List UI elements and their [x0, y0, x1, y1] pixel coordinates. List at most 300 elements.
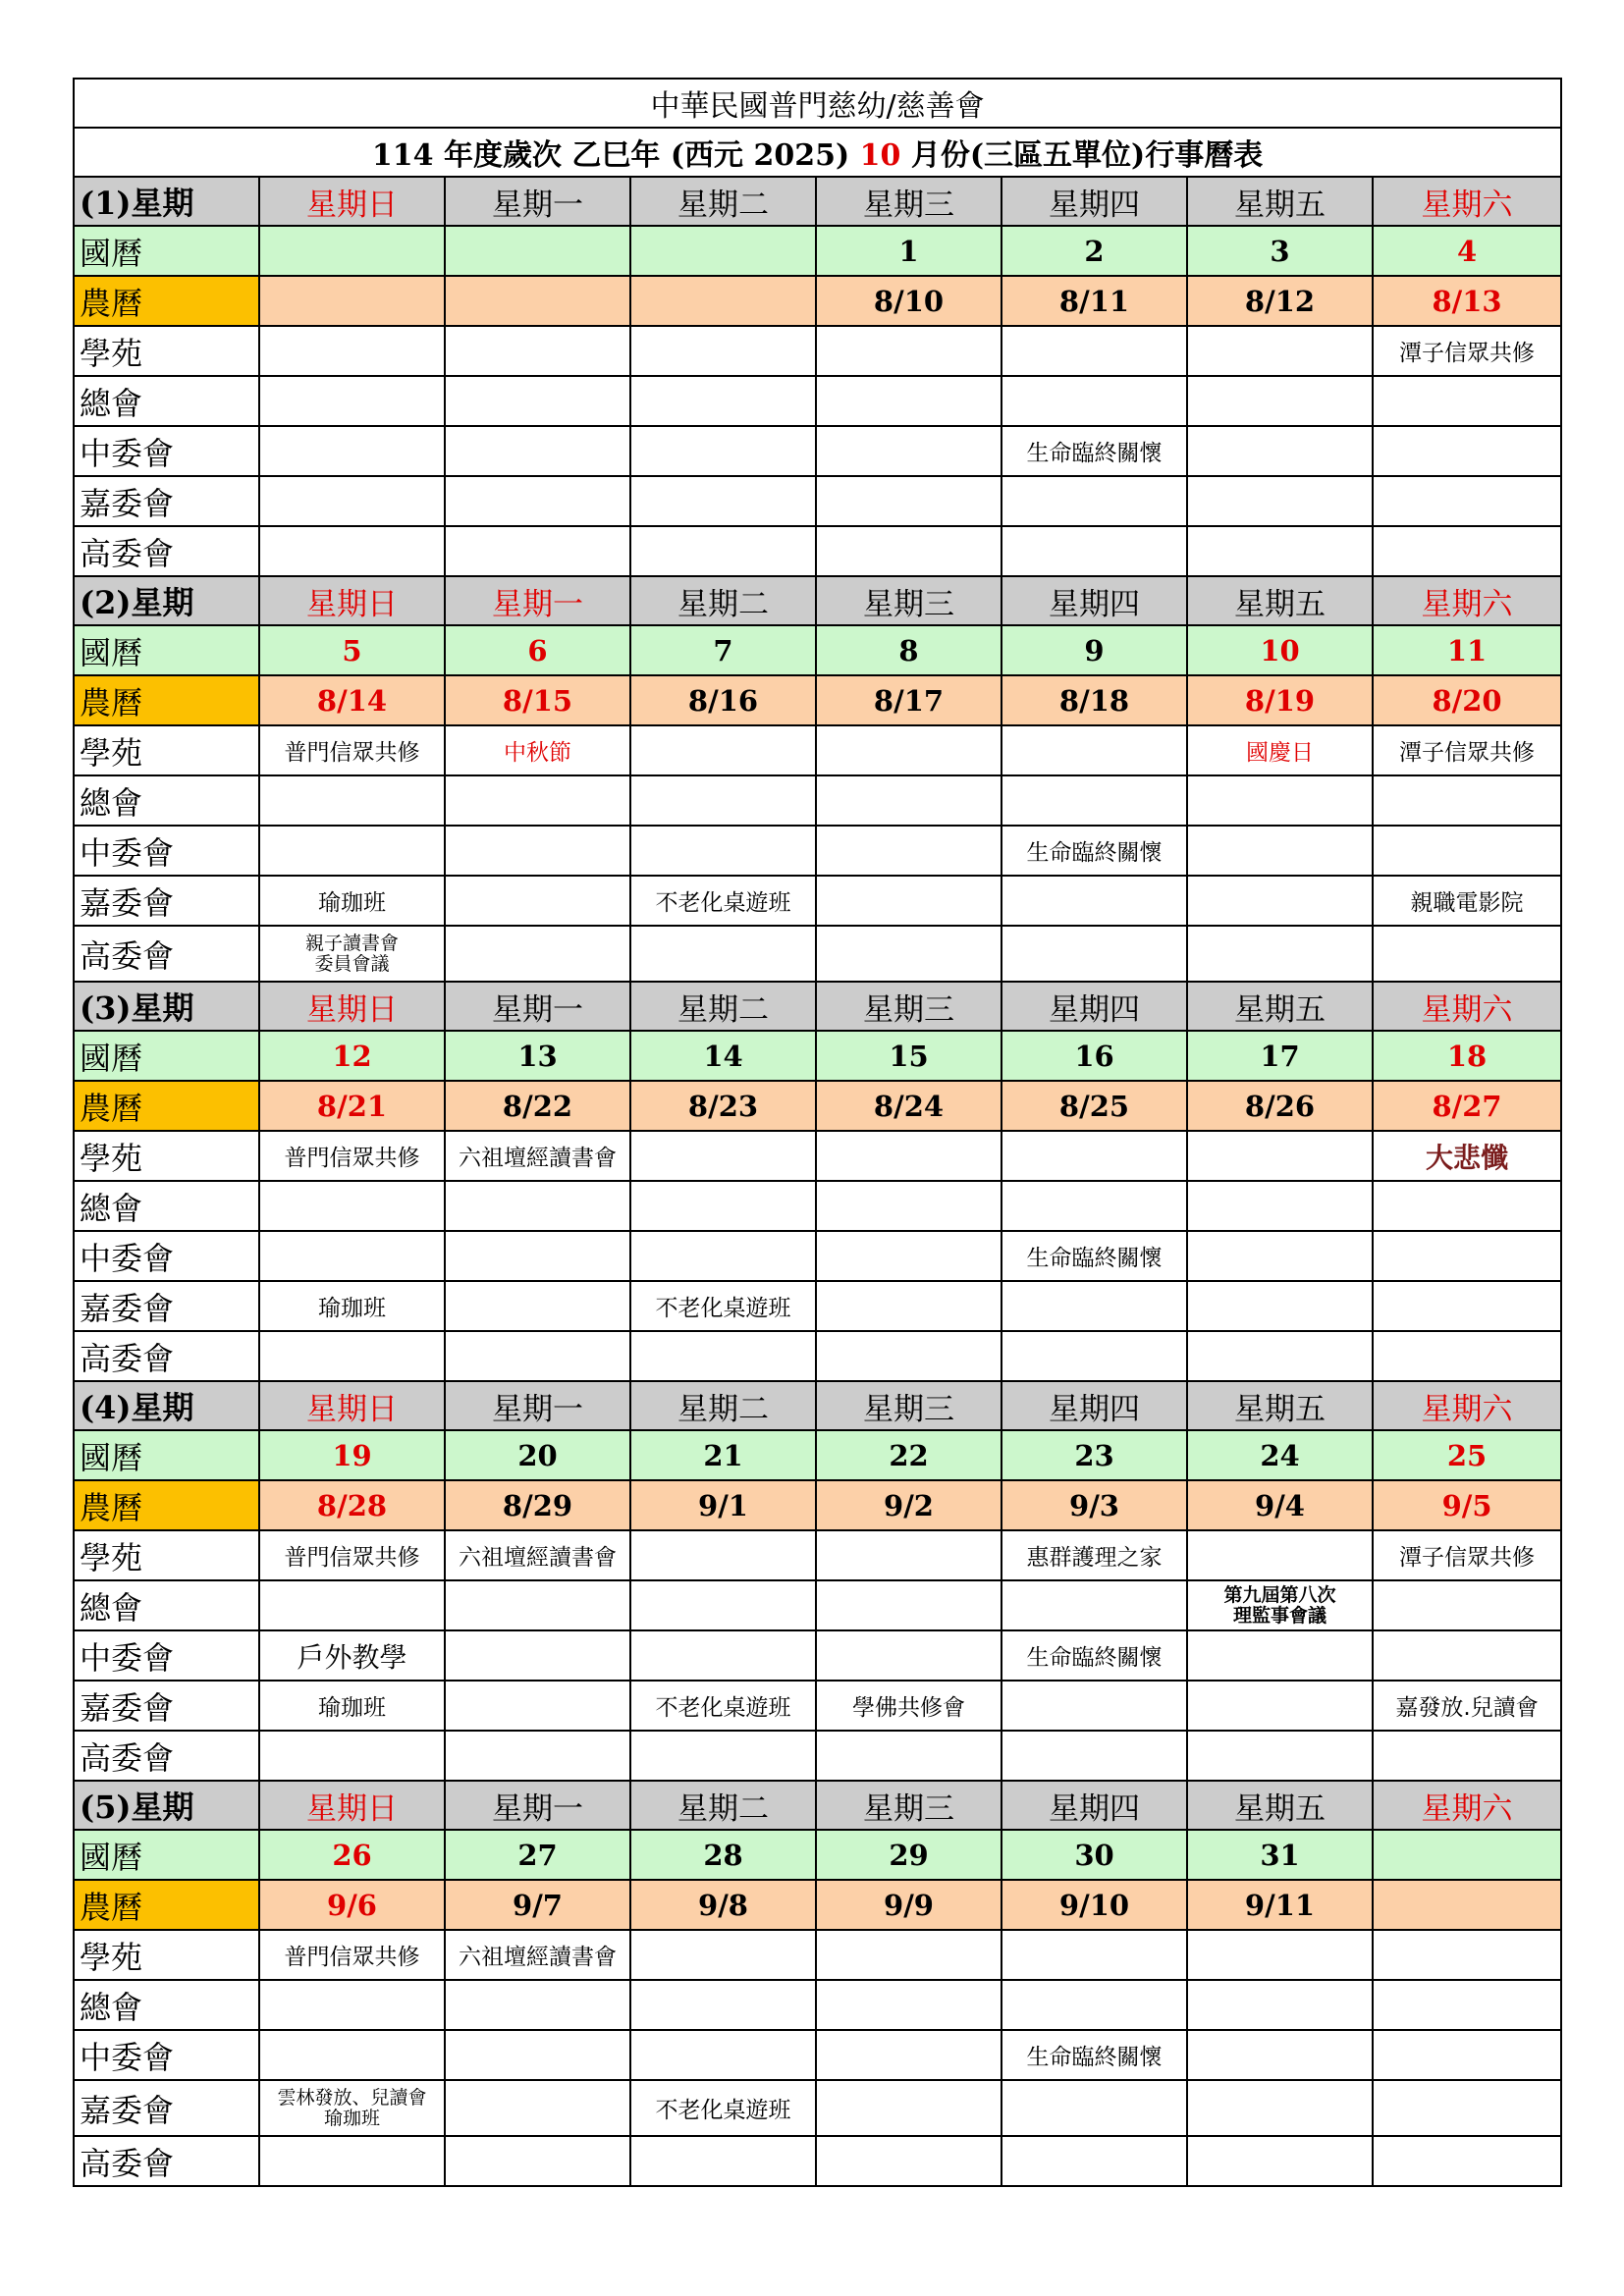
- event-cell: [1187, 1131, 1373, 1181]
- date-cell: 28: [630, 1830, 816, 1880]
- event-line: 第九屆第八次: [1223, 1583, 1336, 1606]
- event-cell: [816, 826, 1001, 876]
- event-cell: [1187, 1580, 1373, 1630]
- event-cell: [1373, 1980, 1561, 2030]
- event-cell: [630, 926, 816, 982]
- event-cell: [259, 2080, 445, 2136]
- event-cell: [816, 1231, 1001, 1281]
- gregorian-row: [74, 226, 1561, 276]
- date-cell: 15: [816, 1031, 1001, 1081]
- academy-label: 學苑: [74, 1930, 259, 1980]
- weekday-cell: 星期一: [445, 1381, 630, 1430]
- central-label: 中委會: [74, 2030, 259, 2080]
- event-cell: 大悲懺: [1373, 1131, 1561, 1181]
- lunar-cell: 8/18: [1001, 675, 1187, 725]
- event-cell: [445, 2080, 630, 2136]
- event-cell: [259, 1231, 445, 1281]
- event-cell: [445, 2030, 630, 2080]
- date-cell: 24: [1187, 1430, 1373, 1480]
- event-cell: [259, 426, 445, 476]
- hq-row: [74, 1980, 1561, 2030]
- event-cell: [816, 926, 1001, 982]
- lunar-row: [74, 675, 1561, 725]
- lunar-label: 農曆: [74, 276, 259, 326]
- week-label: (1)星期: [74, 177, 259, 226]
- event-cell: [1001, 376, 1187, 426]
- event-cell: [1373, 526, 1561, 576]
- event-cell: 生命臨終關懷: [1001, 1630, 1187, 1681]
- lunar-row: [74, 1880, 1561, 1930]
- event-cell: [1187, 326, 1373, 376]
- event-cell: [630, 1331, 816, 1381]
- central-label: 中委會: [74, 426, 259, 476]
- academy-row: [74, 1930, 1561, 1980]
- lunar-cell: [445, 276, 630, 326]
- weekday-cell: 星期三: [816, 177, 1001, 226]
- kaohsiung-row: [74, 526, 1561, 576]
- lunar-cell: 9/7: [445, 1880, 630, 1930]
- date-cell: 31: [1187, 1830, 1373, 1880]
- gregorian-row: [74, 625, 1561, 675]
- event-cell: [1187, 1530, 1373, 1580]
- event-cell: [1373, 826, 1561, 876]
- date-cell: 7: [630, 625, 816, 675]
- event-cell: [1001, 476, 1187, 526]
- event-cell: [1187, 2080, 1373, 2136]
- lunar-cell: 8/23: [630, 1081, 816, 1131]
- hq-label: 總會: [74, 376, 259, 426]
- event-cell: [630, 1580, 816, 1630]
- weekday-cell: 星期三: [816, 1381, 1001, 1430]
- weekday-cell: 星期四: [1001, 576, 1187, 625]
- lunar-cell: 8/22: [445, 1081, 630, 1131]
- hq-row: [74, 376, 1561, 426]
- event-cell: [259, 1580, 445, 1630]
- weekday-header-row: [74, 576, 1561, 625]
- weekday-cell: 星期五: [1187, 576, 1373, 625]
- event-line: 瑜珈班: [323, 2107, 380, 2129]
- event-cell: [1001, 2136, 1187, 2186]
- lunar-cell: 9/3: [1001, 1480, 1187, 1530]
- lunar-cell: 8/16: [630, 675, 816, 725]
- lunar-cell: 8/28: [259, 1480, 445, 1530]
- event-cell: [1001, 775, 1187, 826]
- date-cell: [445, 226, 630, 276]
- event-cell: [816, 1181, 1001, 1231]
- event-cell: [1001, 1281, 1187, 1331]
- event-cell: [1187, 2030, 1373, 2080]
- event-cell: [445, 926, 630, 982]
- event-cell: [1373, 426, 1561, 476]
- event-cell: [816, 1530, 1001, 1580]
- date-cell: 5: [259, 625, 445, 675]
- lunar-cell: 8/13: [1373, 276, 1561, 326]
- weekday-cell: 星期二: [630, 177, 816, 226]
- date-cell: 9: [1001, 625, 1187, 675]
- event-cell: [445, 1331, 630, 1381]
- date-cell: 10: [1187, 625, 1373, 675]
- kaohsiung-label: 高委會: [74, 2136, 259, 2186]
- event-cell: [1001, 1930, 1187, 1980]
- event-cell: [1373, 1231, 1561, 1281]
- event-cell: [1373, 1930, 1561, 1980]
- event-cell: [816, 476, 1001, 526]
- date-cell: 29: [816, 1830, 1001, 1880]
- academy-row: [74, 1131, 1561, 1181]
- chiayi-row: [74, 1281, 1561, 1331]
- weekday-cell: 星期六: [1373, 1381, 1561, 1430]
- date-cell: 20: [445, 1430, 630, 1480]
- event-cell: [1187, 826, 1373, 876]
- gregorian-label: 國曆: [74, 1031, 259, 1081]
- academy-label: 學苑: [74, 326, 259, 376]
- event-cell: [259, 2030, 445, 2080]
- event-cell: [816, 2136, 1001, 2186]
- event-cell: [630, 526, 816, 576]
- event-cell: 六祖壇經讀書會: [445, 1930, 630, 1980]
- event-cell: 嘉發放.兒讀會: [1373, 1681, 1561, 1731]
- event-cell: [816, 775, 1001, 826]
- weekday-cell: 星期日: [259, 576, 445, 625]
- lunar-cell: 9/11: [1187, 1880, 1373, 1930]
- lunar-label: 農曆: [74, 1880, 259, 1930]
- event-cell: 六祖壇經讀書會: [445, 1530, 630, 1580]
- lunar-cell: 8/11: [1001, 276, 1187, 326]
- date-cell: 12: [259, 1031, 445, 1081]
- academy-row: [74, 1530, 1561, 1580]
- event-cell: [445, 2136, 630, 2186]
- event-cell: [1001, 2080, 1187, 2136]
- weekday-cell: 星期四: [1001, 177, 1187, 226]
- event-cell: 瑜珈班: [259, 1681, 445, 1731]
- lunar-cell: 8/14: [259, 675, 445, 725]
- lunar-cell: [630, 276, 816, 326]
- date-cell: 4: [1373, 226, 1561, 276]
- event-cell: [445, 376, 630, 426]
- event-cell: [259, 2136, 445, 2186]
- event-cell: [1187, 1930, 1373, 1980]
- event-cell: [630, 1731, 816, 1781]
- date-cell: 23: [1001, 1430, 1187, 1480]
- event-cell: [816, 2080, 1001, 2136]
- event-cell: [630, 2030, 816, 2080]
- date-cell: 2: [1001, 226, 1187, 276]
- event-cell: [630, 775, 816, 826]
- date-cell: 11: [1373, 625, 1561, 675]
- kaohsiung-row: [74, 926, 1561, 982]
- event-cell: [1001, 1980, 1187, 2030]
- event-cell: [445, 526, 630, 576]
- lunar-cell: 9/4: [1187, 1480, 1373, 1530]
- event-cell: 潭子信眾共修: [1373, 725, 1561, 775]
- date-cell: [630, 226, 816, 276]
- week-label: (4)星期: [74, 1381, 259, 1430]
- event-cell: [1187, 1231, 1373, 1281]
- event-cell: 戶外教學: [259, 1630, 445, 1681]
- event-cell: [1187, 476, 1373, 526]
- date-cell: 8: [816, 625, 1001, 675]
- weekday-cell: 星期六: [1373, 1781, 1561, 1830]
- lunar-cell: 8/19: [1187, 675, 1373, 725]
- lunar-row: [74, 276, 1561, 326]
- chiayi-label: 嘉委會: [74, 476, 259, 526]
- date-cell: 25: [1373, 1430, 1561, 1480]
- event-cell: [1187, 526, 1373, 576]
- weekday-cell: 星期二: [630, 982, 816, 1031]
- event-cell: 國慶日: [1187, 725, 1373, 775]
- event-cell: [259, 376, 445, 426]
- lunar-row: [74, 1081, 1561, 1131]
- event-cell: 普門信眾共修: [259, 725, 445, 775]
- weekday-cell: 星期五: [1187, 1781, 1373, 1830]
- event-cell: [1373, 2080, 1561, 2136]
- lunar-cell: 8/20: [1373, 675, 1561, 725]
- event-cell: [1373, 1630, 1561, 1681]
- date-cell: 30: [1001, 1830, 1187, 1880]
- event-cell: [1373, 775, 1561, 826]
- event-cell: [1373, 1731, 1561, 1781]
- event-cell: [816, 2030, 1001, 2080]
- calendar-title-suffix: 月份(三區五單位)行事曆表: [900, 138, 1264, 173]
- hq-row: [74, 1580, 1561, 1630]
- date-cell: 3: [1187, 226, 1373, 276]
- event-cell: [259, 326, 445, 376]
- central-row: [74, 1630, 1561, 1681]
- gregorian-label: 國曆: [74, 1430, 259, 1480]
- weekday-cell: 星期二: [630, 1781, 816, 1830]
- event-cell: 不老化桌遊班: [630, 876, 816, 926]
- event-cell: [816, 1731, 1001, 1781]
- event-cell: [1001, 1681, 1187, 1731]
- date-cell: 14: [630, 1031, 816, 1081]
- event-cell: 普門信眾共修: [259, 1930, 445, 1980]
- chiayi-label: 嘉委會: [74, 2080, 259, 2136]
- kaohsiung-row: [74, 1331, 1561, 1381]
- date-cell: 19: [259, 1430, 445, 1480]
- weekday-cell: 星期一: [445, 177, 630, 226]
- weekday-cell: 星期五: [1187, 1381, 1373, 1430]
- event-cell: [1001, 1181, 1187, 1231]
- weekday-cell: 星期三: [816, 1781, 1001, 1830]
- calendar-title-month: 10: [859, 138, 901, 173]
- date-cell: 16: [1001, 1031, 1187, 1081]
- event-line: 理監事會議: [1232, 1604, 1326, 1627]
- weekday-cell: 星期日: [259, 1381, 445, 1430]
- event-cell: [1373, 2136, 1561, 2186]
- event-cell: 潭子信眾共修: [1373, 326, 1561, 376]
- lunar-label: 農曆: [74, 675, 259, 725]
- academy-row: [74, 725, 1561, 775]
- lunar-cell: 9/1: [630, 1480, 816, 1530]
- event-cell: [1373, 1580, 1561, 1630]
- weekday-cell: 星期六: [1373, 177, 1561, 226]
- event-cell: [1187, 1681, 1373, 1731]
- kaohsiung-label: 高委會: [74, 1731, 259, 1781]
- academy-label: 學苑: [74, 1530, 259, 1580]
- event-cell: 中秋節: [445, 725, 630, 775]
- lunar-cell: 9/8: [630, 1880, 816, 1930]
- weekday-header-row: [74, 1381, 1561, 1430]
- event-cell: [1187, 2136, 1373, 2186]
- event-cell: [630, 1980, 816, 2030]
- event-cell: 普門信眾共修: [259, 1131, 445, 1181]
- event-cell: [259, 526, 445, 576]
- event-cell: [1001, 926, 1187, 982]
- lunar-cell: 8/10: [816, 276, 1001, 326]
- event-cell: [816, 1980, 1001, 2030]
- weekday-cell: 星期四: [1001, 1781, 1187, 1830]
- event-cell: [816, 426, 1001, 476]
- event-cell: [1187, 1731, 1373, 1781]
- event-cell: [445, 826, 630, 876]
- chiayi-row: [74, 1681, 1561, 1731]
- event-cell: [1001, 1131, 1187, 1181]
- event-cell: [259, 826, 445, 876]
- event-cell: 潭子信眾共修: [1373, 1530, 1561, 1580]
- event-cell: [630, 376, 816, 426]
- event-cell: [1187, 376, 1373, 426]
- date-cell: 6: [445, 625, 630, 675]
- event-cell: [1187, 426, 1373, 476]
- lunar-cell: 8/27: [1373, 1081, 1561, 1131]
- event-cell: 學佛共修會: [816, 1681, 1001, 1731]
- event-cell: [445, 1231, 630, 1281]
- event-cell: [1187, 1331, 1373, 1381]
- lunar-cell: 9/2: [816, 1480, 1001, 1530]
- central-row: [74, 2030, 1561, 2080]
- weekday-cell: 星期一: [445, 576, 630, 625]
- lunar-cell: 9/6: [259, 1880, 445, 1930]
- event-cell: [1187, 926, 1373, 982]
- event-cell: [630, 1181, 816, 1231]
- event-cell: [1187, 775, 1373, 826]
- event-cell: [816, 526, 1001, 576]
- date-cell: 18: [1373, 1031, 1561, 1081]
- kaohsiung-row: [74, 1731, 1561, 1781]
- event-cell: [816, 725, 1001, 775]
- event-cell: [816, 326, 1001, 376]
- event-cell: [1001, 1731, 1187, 1781]
- central-label: 中委會: [74, 1231, 259, 1281]
- event-cell: [445, 426, 630, 476]
- event-cell: [445, 876, 630, 926]
- event-cell: [816, 1630, 1001, 1681]
- event-line: 雲林發放、兒讀會: [277, 2086, 427, 2109]
- event-cell: [445, 326, 630, 376]
- event-cell: [816, 1131, 1001, 1181]
- event-cell: [445, 1681, 630, 1731]
- event-line: 親子讀書會: [304, 932, 399, 954]
- event-cell: [1001, 1331, 1187, 1381]
- lunar-cell: 8/15: [445, 675, 630, 725]
- lunar-cell: 8/21: [259, 1081, 445, 1131]
- kaohsiung-row: [74, 2136, 1561, 2186]
- weekday-cell: 星期二: [630, 576, 816, 625]
- event-cell: [1001, 526, 1187, 576]
- academy-row: [74, 326, 1561, 376]
- hq-label: 總會: [74, 1980, 259, 2030]
- event-cell: 親職電影院: [1373, 876, 1561, 926]
- lunar-cell: [1373, 1880, 1561, 1930]
- week-label: (5)星期: [74, 1781, 259, 1830]
- kaohsiung-label: 高委會: [74, 926, 259, 982]
- event-cell: [816, 1331, 1001, 1381]
- weekday-header-row: [74, 1781, 1561, 1830]
- hq-label: 總會: [74, 1181, 259, 1231]
- event-cell: [259, 1331, 445, 1381]
- event-cell: [630, 476, 816, 526]
- calendar-table: [73, 78, 1562, 2187]
- event-cell: [1187, 1980, 1373, 2030]
- event-cell: [630, 1930, 816, 1980]
- event-cell: [445, 775, 630, 826]
- event-cell: [259, 926, 445, 982]
- weekday-cell: 星期日: [259, 1781, 445, 1830]
- date-cell: 1: [816, 226, 1001, 276]
- event-cell: [1187, 1630, 1373, 1681]
- hq-row: [74, 775, 1561, 826]
- chiayi-label: 嘉委會: [74, 876, 259, 926]
- weekday-header-row: [74, 177, 1561, 226]
- weekday-cell: 星期六: [1373, 576, 1561, 625]
- event-cell: 瑜珈班: [259, 1281, 445, 1331]
- weekday-cell: 星期一: [445, 982, 630, 1031]
- event-cell: [630, 1231, 816, 1281]
- event-cell: [630, 2136, 816, 2186]
- event-cell: [1373, 1181, 1561, 1231]
- gregorian-label: 國曆: [74, 226, 259, 276]
- event-cell: [1373, 926, 1561, 982]
- event-cell: [1001, 725, 1187, 775]
- central-label: 中委會: [74, 826, 259, 876]
- gregorian-row: [74, 1430, 1561, 1480]
- event-cell: 普門信眾共修: [259, 1530, 445, 1580]
- event-cell: 不老化桌遊班: [630, 2080, 816, 2136]
- event-cell: [259, 1980, 445, 2030]
- event-cell: 生命臨終關懷: [1001, 1231, 1187, 1281]
- date-cell: 17: [1187, 1031, 1373, 1081]
- lunar-cell: 9/10: [1001, 1880, 1187, 1930]
- event-cell: [630, 826, 816, 876]
- lunar-label: 農曆: [74, 1081, 259, 1131]
- event-cell: [445, 1980, 630, 2030]
- gregorian-row: [74, 1031, 1561, 1081]
- lunar-label: 農曆: [74, 1480, 259, 1530]
- event-cell: [445, 1731, 630, 1781]
- weekday-cell: 星期一: [445, 1781, 630, 1830]
- event-cell: [630, 426, 816, 476]
- kaohsiung-label: 高委會: [74, 526, 259, 576]
- weekday-cell: 星期四: [1001, 982, 1187, 1031]
- weekday-cell: 星期三: [816, 982, 1001, 1031]
- event-cell: [445, 1181, 630, 1231]
- event-cell: [1373, 476, 1561, 526]
- weekday-cell: 星期日: [259, 177, 445, 226]
- weekday-cell: 星期日: [259, 982, 445, 1031]
- chiayi-row: [74, 476, 1561, 526]
- event-cell: 不老化桌遊班: [630, 1681, 816, 1731]
- event-cell: [445, 1580, 630, 1630]
- event-cell: 生命臨終關懷: [1001, 426, 1187, 476]
- gregorian-row: [74, 1830, 1561, 1880]
- weekday-cell: 星期四: [1001, 1381, 1187, 1430]
- lunar-row: [74, 1480, 1561, 1530]
- event-cell: [445, 1630, 630, 1681]
- event-cell: [259, 1181, 445, 1231]
- event-cell: 惠群護理之家: [1001, 1530, 1187, 1580]
- event-cell: [630, 326, 816, 376]
- central-row: [74, 826, 1561, 876]
